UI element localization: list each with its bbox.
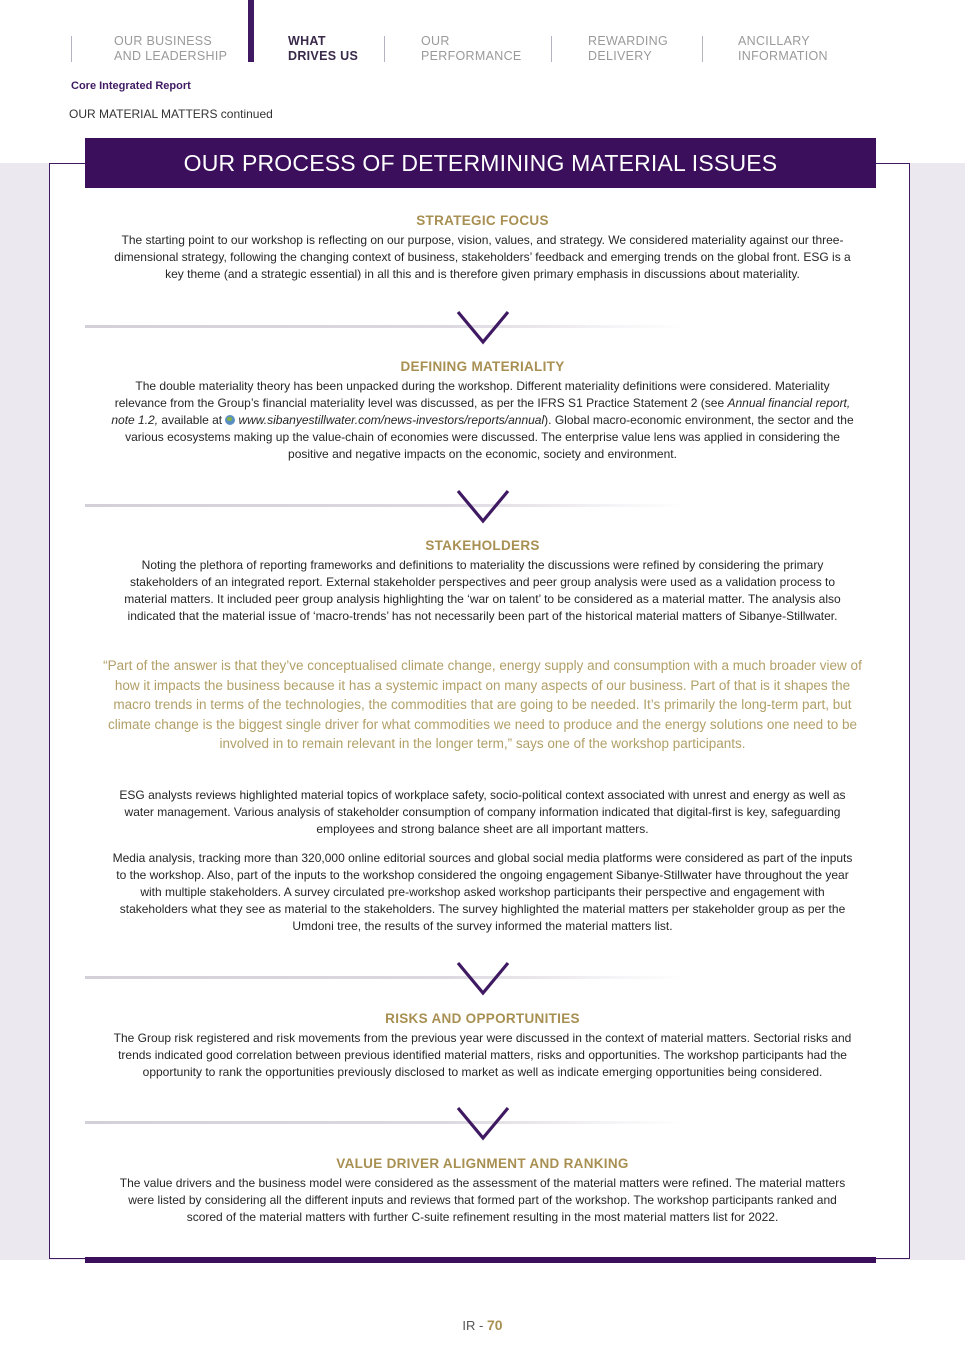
nav-item-rewarding-delivery[interactable]: [588, 34, 668, 64]
chevron-down-icon: [455, 1105, 511, 1143]
media-analysis-paragraph: Media analysis, tracking more than 320,000 online editorial sources and global social media platforms were considered as part of the inputs to the workshop. Also, part of the inputs to the workshop considered the ongoing engagement Sibanye-Stillwater have throughout the year with multiple stakeholders. A survey circulated pre-workshop asked workshop participants their perspective and engagement with stakeholders what they see as material to the stakeholders. The survey highlighted the material matters per stakeholder group as per the Umdoni tree, the results of the survey informed the material matters list.: [112, 851, 853, 933]
nav-item-our-business[interactable]: [114, 34, 227, 64]
section-divider: [85, 504, 685, 507]
section-body: The Group risk registered and risk movements from the previous year were discussed in the context of material matters. Sectorial risks and trends indicated good correlation between previous identified material matters, risks and opportunities. The workshop participants had the opportunity to rank the opportunities previously disclosed to market as well as indicate emerging opportunities being considered.: [113, 1031, 852, 1079]
chevron-down-icon: [455, 309, 511, 347]
chevron-down-icon: [455, 960, 511, 998]
body-text: The double materiality theory has been unpacked during the workshop. Different materiality definitions were considered. Materiality relevance from the Group’s financial materiality level was discussed, as per the IFRS S1 Practice Statement 2 (see: [114, 379, 830, 410]
nav-item-line2: DELIVERY: [588, 49, 653, 63]
nav-item-line1: WHAT: [288, 34, 326, 48]
section-body: The value drivers and the business model were considered as the assessment of the material matters were refined. The material matters were listed by considering all the different inputs and reviews that formed part of the workshop. The workshop participants ranked and scored of the material matters with further C-suite refinement resulting in the most material matters list for 2022.: [119, 1176, 846, 1224]
body-text: ). Global macro-economic environment, the sector and the various ecosystems making up the value-chain of economies were discussed. The enterprise value lens was applied in considering the positive and negative impacts on the economic, society and environment.: [125, 413, 854, 461]
participant-quote: “Part of the answer is that they’ve conceptualised climate change, energy supply and consumption with a much broader view of how it impacts the business because it has a systemic impact on many aspects of our business. Part of that is it shapes the macro trends in terms of the technologies, the commodities that are going to be needed. It’s primarily the long-term part, but climate change is the biggest single driver for what commodities we need to produce and the energy solutions one need to be involved in to remain relevant in the longer term,” says one of the workshop participants.: [103, 658, 862, 751]
section-divider: [85, 1121, 685, 1124]
top-navigation: [0, 0, 965, 80]
body-text: available at: [158, 413, 226, 427]
section-body: [110, 378, 855, 463]
nav-item-what-drives-us[interactable]: [288, 34, 358, 64]
page-number: [0, 1317, 965, 1333]
nav-active-indicator: [248, 0, 254, 62]
section-body: Noting the plethora of reporting frameworks and definitions to materiality the discussions were refined by considering the primary stakeholders of an integrated report. External stakeholder perspectives and peer group analysis were used as a validation process to material matters. It included peer group analysis highlighting the ‘war on talent’ to be considered as a material matter. The analysis also indicated that the material issue of ‘macro-trends’ has not necessarily been part of the historical material matters of Sibanye-Stillwater.: [124, 558, 841, 623]
page-prefix: IR -: [462, 1318, 487, 1333]
chevron-down-icon: [455, 488, 511, 526]
stakeholders-section: [110, 538, 855, 625]
report-reference: Annual financial report, note 1.2,: [111, 396, 851, 427]
nav-separator: [71, 36, 72, 62]
section-body: The starting point to our workshop is reflecting on our purpose, vision, values, and strategy. We considered materiality against our three-dimensional strategy, following the changing context of business, stakeholders’ feedback and emerging trends on the global front. ESG is a key theme (and a strategic essential) in all this and is therefore given primary emphasis in discussions about materiality.: [114, 233, 851, 281]
section-heading: RISKS AND OPPORTUNITIES: [385, 1011, 580, 1026]
strategic-focus-section: [110, 213, 855, 283]
globe-icon: [225, 415, 235, 425]
nav-item-our-performance[interactable]: [421, 34, 522, 64]
panel-bottom-bar: [85, 1257, 876, 1263]
nav-separator: [702, 36, 703, 62]
panel-title: OUR PROCESS OF DETERMINING MATERIAL ISSUES: [85, 138, 876, 188]
section-heading: STAKEHOLDERS: [425, 538, 540, 553]
nav-item-line2: PERFORMANCE: [421, 49, 522, 63]
page-subtitle: OUR MATERIAL MATTERS continued: [69, 107, 273, 121]
nav-item-line2: AND LEADERSHIP: [114, 49, 228, 63]
nav-item-line1: OUR: [421, 34, 450, 48]
nav-item-line2: INFORMATION: [738, 49, 828, 63]
section-divider: [85, 325, 685, 328]
nav-item-ancillary-information[interactable]: [738, 34, 828, 64]
nav-item-line1: ANCILLARY: [738, 34, 810, 48]
esg-analysts-paragraph: ESG analysts reviews highlighted material topics of workplace safety, socio-political context associated with unrest and energy as well as water management. Various analysis of stakeholder consumption of company information indicated that digital-first is key, safeguarding employees and strong balance sheet are all important matters.: [119, 788, 846, 836]
defining-materiality-section: [110, 359, 855, 463]
section-tag: Core Integrated Report: [71, 80, 191, 92]
section-heading: DEFINING MATERIALITY: [400, 359, 565, 374]
report-link[interactable]: www.sibanyestillwater.com/news-investors/reports/annual: [238, 413, 545, 427]
nav-separator: [384, 36, 385, 62]
section-heading: VALUE DRIVER ALIGNMENT AND RANKING: [336, 1156, 629, 1171]
section-heading: STRATEGIC FOCUS: [416, 213, 549, 228]
page-number-value: 70: [486, 1317, 503, 1333]
section-divider: [85, 976, 685, 979]
nav-item-line2: DRIVES US: [288, 49, 359, 63]
nav-separator: [551, 36, 552, 62]
risks-opportunities-section: [110, 1011, 855, 1081]
nav-item-line1: REWARDING: [588, 34, 669, 48]
nav-item-line1: OUR BUSINESS: [114, 34, 213, 48]
value-driver-section: [110, 1156, 855, 1226]
